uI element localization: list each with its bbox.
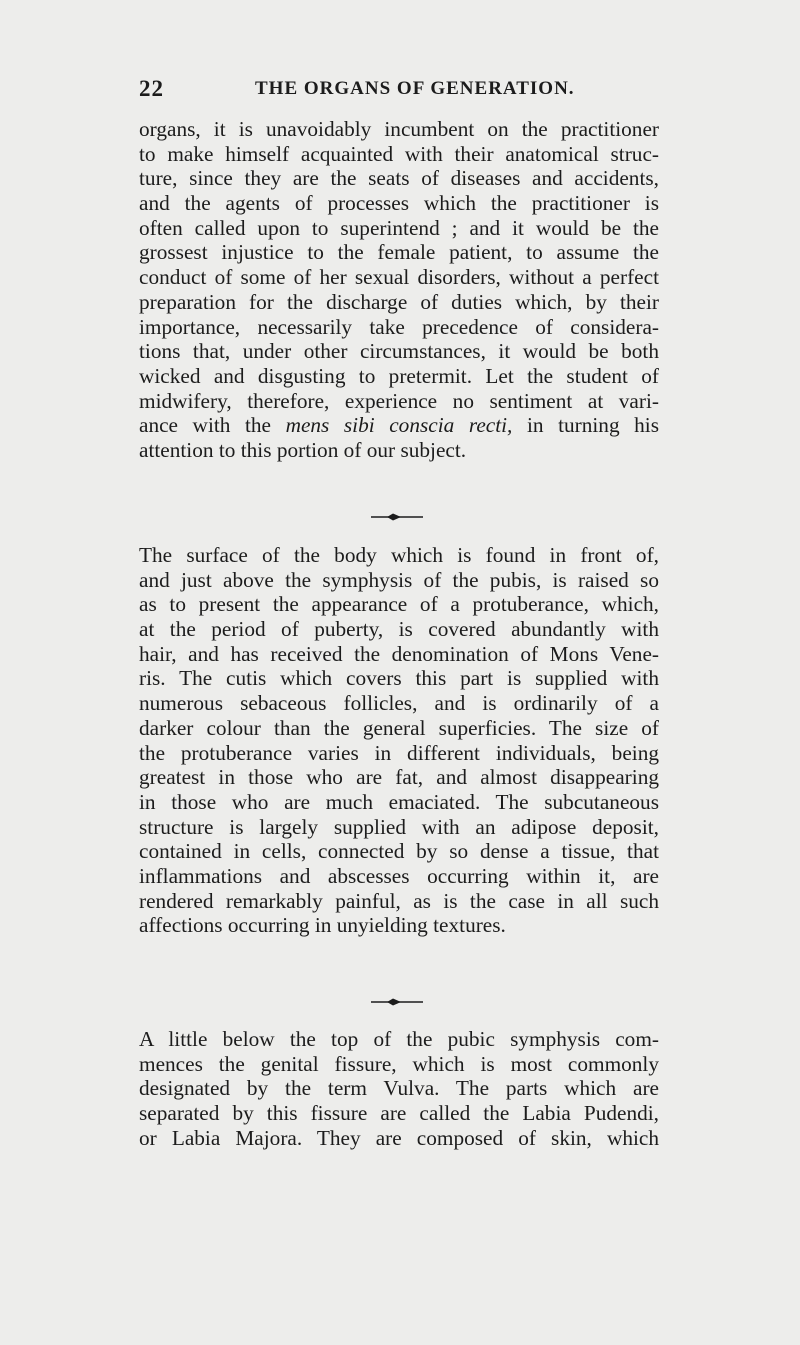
text-line: ture, since they are the seats of diseases and accidents, <box>139 166 659 191</box>
text-line: A little below the top of the pubic symphysis com- <box>139 1027 659 1051</box>
ornament-rule-icon <box>371 512 423 522</box>
text-line: wicked and disgusting to pretermit. Let the student of <box>139 363 659 388</box>
text-line: midwifery, therefore, experience no sentiment at vari- <box>139 388 659 413</box>
text-line-latin-phrase <box>139 413 659 438</box>
text-line: attention to this portion of our subject. <box>139 437 467 462</box>
running-head: THE ORGANS OF GENERATION. <box>255 78 575 99</box>
text-line: organs, it is unavoidably incumbent on the practitioner <box>139 117 659 141</box>
text-line: and just above the symphysis of the pubis, is raised so <box>139 567 659 592</box>
text-line: mences the genital fissure, which is most commonly <box>139 1051 659 1076</box>
latin-phrase: mens sibi conscia recti, <box>285 413 513 438</box>
text-line: separated by this fissure are called the Labia Pudendi, <box>139 1101 659 1126</box>
ornament-rule-icon <box>371 997 423 1007</box>
section-divider <box>371 512 423 522</box>
text-line: ris. The cutis which covers this part is supplied with <box>139 666 659 691</box>
text-line: in those who are much emaciated. The subcutaneous <box>139 789 659 814</box>
section-divider <box>371 997 423 1007</box>
text-line: numerous sebaceous follicles, and is ordinarily of a <box>139 691 659 716</box>
text-line: inflammations and abscesses occurring within it, are <box>139 863 659 888</box>
text-line: greatest in those who are fat, and almost disappearing <box>139 765 659 790</box>
text-line: importance, necessarily take precedence of considera- <box>139 314 659 339</box>
text-line: grossest injustice to the female patient, to assume the <box>139 240 659 265</box>
text-line: as to present the appearance of a protuberance, which, <box>139 592 659 617</box>
text-line: preparation for the discharge of duties which, by their <box>139 289 659 314</box>
text-line: or Labia Majora. They are composed of skin, which <box>139 1125 659 1150</box>
text-line: rendered remarkably painful, as is the case in all such <box>139 888 659 913</box>
page-header <box>139 76 659 106</box>
text-line: structure is largely supplied with an adipose deposit, <box>139 814 659 839</box>
text-line: to make himself acquainted with their anatomical struc- <box>139 141 659 166</box>
text-line: the protuberance varies in different individuals, being <box>139 740 659 765</box>
text-line: affections occurring in unyielding textures. <box>139 913 506 938</box>
text-line: often called upon to superintend ; and it would be the <box>139 215 659 240</box>
paragraph-3 <box>139 1027 659 1150</box>
text-line: contained in cells, connected by so dense a tissue, that <box>139 839 659 864</box>
text-line: darker colour than the general superficies. The size of <box>139 715 659 740</box>
text-line: designated by the term Vulva. The parts which are <box>139 1076 659 1101</box>
text-line: conduct of some of her sexual disorders, without a perfect <box>139 265 659 290</box>
paragraph-1 <box>139 117 659 463</box>
text-line: The surface of the body which is found in front of, <box>139 543 659 567</box>
text-line: tions that, under other circumstances, it would be both <box>139 339 659 364</box>
text-line: and the agents of processes which the practitioner is <box>139 191 659 216</box>
page-number: 22 <box>139 76 164 101</box>
text-fragment: in turning his <box>512 413 659 438</box>
text-line: hair, and has received the denomination of Mons Vene- <box>139 641 659 666</box>
paragraph-2 <box>139 543 659 938</box>
text-fragment: ance with the <box>139 413 286 438</box>
text-line: at the period of puberty, is covered abundantly with <box>139 617 659 642</box>
